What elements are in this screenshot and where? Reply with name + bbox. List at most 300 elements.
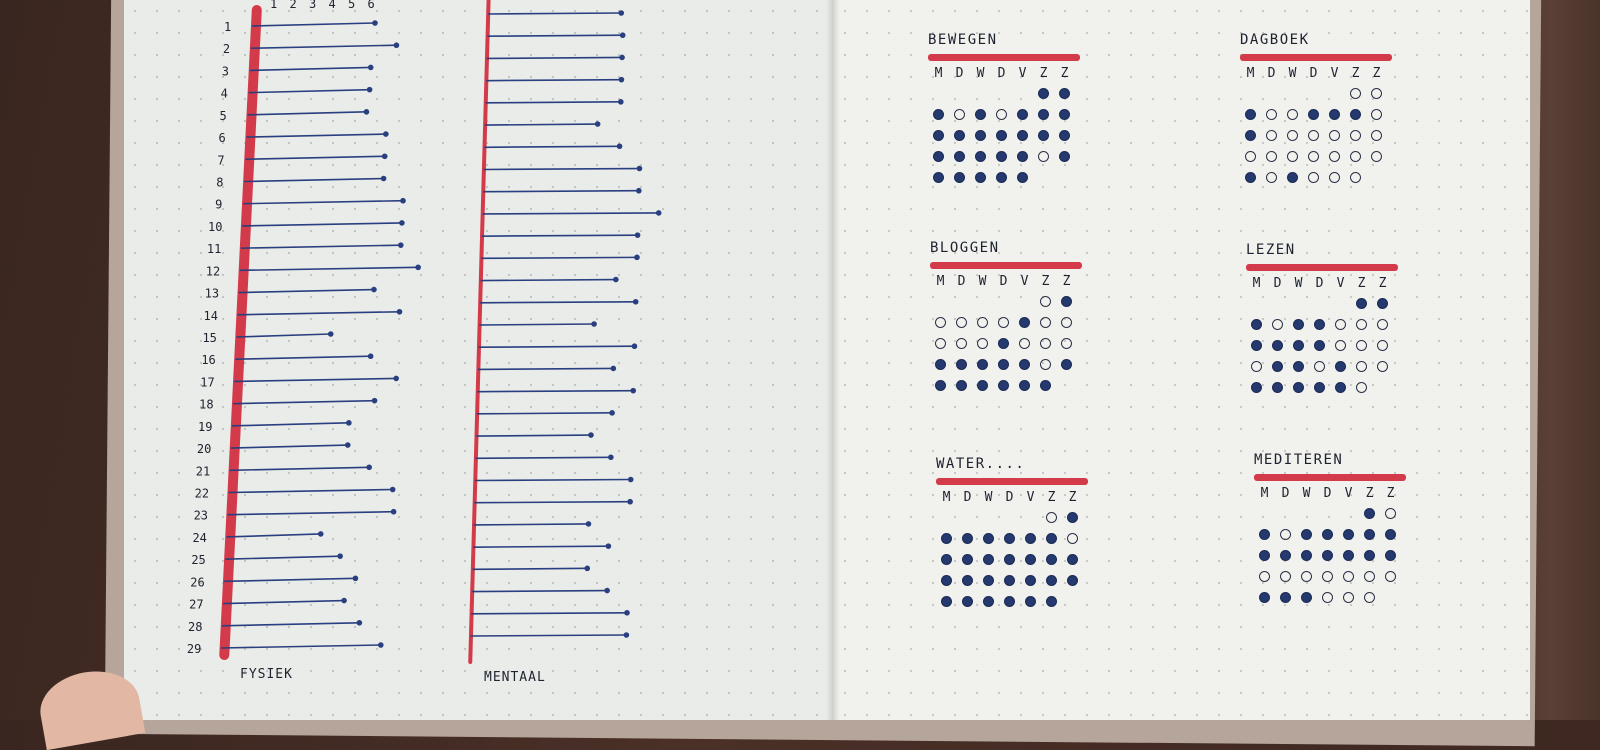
open-day-dot bbox=[1019, 338, 1030, 349]
mentaal-dot bbox=[635, 232, 641, 238]
day-number: 22 bbox=[194, 486, 210, 501]
day-number: 27 bbox=[189, 597, 204, 612]
filled-day-dot bbox=[1350, 109, 1361, 120]
day-number: 3 bbox=[221, 64, 230, 79]
weekday-label: Z bbox=[1047, 490, 1056, 505]
habit-title: MEDITEREN bbox=[1254, 452, 1344, 468]
filled-day-dot bbox=[1293, 361, 1304, 372]
filled-day-dot bbox=[933, 130, 944, 141]
day-number: 8 bbox=[216, 175, 224, 190]
fysiek-stem bbox=[233, 401, 374, 404]
open-day-dot bbox=[1061, 338, 1072, 349]
mentaal-stem bbox=[486, 80, 621, 81]
dot-grid bbox=[930, 291, 1090, 396]
filled-day-dot bbox=[1061, 359, 1072, 370]
fysiek-stem bbox=[231, 445, 348, 448]
empty-day-cell bbox=[941, 512, 952, 523]
filled-day-dot bbox=[956, 359, 967, 370]
fysiek-dot bbox=[337, 553, 343, 559]
weekday-label: D bbox=[963, 490, 972, 505]
filled-day-dot bbox=[1385, 550, 1396, 561]
mentaal-dot bbox=[586, 521, 592, 527]
mentaal-stem bbox=[487, 35, 622, 36]
fysiek-dot bbox=[318, 531, 324, 537]
fysiek-dot bbox=[372, 20, 378, 26]
empty-day-cell bbox=[956, 296, 967, 307]
open-day-dot bbox=[1329, 172, 1340, 183]
red-underline bbox=[936, 478, 1088, 485]
fysiek-dot bbox=[381, 176, 387, 182]
filled-day-dot bbox=[1059, 151, 1070, 162]
filled-day-dot bbox=[1017, 172, 1028, 183]
mentaal-stem bbox=[483, 191, 639, 192]
filled-day-dot bbox=[954, 151, 965, 162]
day-number: 17 bbox=[200, 375, 215, 390]
fysiek-stem bbox=[222, 623, 359, 626]
filled-day-dot bbox=[996, 172, 1007, 183]
filled-day-dot bbox=[1251, 382, 1262, 393]
mentaal-stem bbox=[479, 346, 635, 347]
mentaal-dot bbox=[595, 121, 601, 127]
empty-day-cell bbox=[1019, 296, 1030, 307]
filled-day-dot bbox=[1259, 592, 1270, 603]
mentaal-dot bbox=[619, 77, 625, 83]
empty-day-cell bbox=[1301, 508, 1312, 519]
fysiek-label: FYSIEK bbox=[240, 667, 293, 682]
filled-day-dot bbox=[1061, 296, 1072, 307]
filled-day-dot bbox=[1293, 382, 1304, 393]
empty-day-cell bbox=[1329, 88, 1340, 99]
filled-day-dot bbox=[977, 380, 988, 391]
fysiek-stem bbox=[224, 578, 355, 581]
mentaal-dot bbox=[637, 166, 643, 172]
mentaal-stem bbox=[480, 302, 636, 303]
filled-day-dot bbox=[983, 554, 994, 565]
filled-day-dot bbox=[1343, 550, 1354, 561]
filled-day-dot bbox=[962, 596, 973, 607]
empty-day-cell bbox=[1067, 596, 1078, 607]
fysiek-dot bbox=[394, 42, 400, 48]
habit-title: WATER.... bbox=[936, 456, 1026, 472]
mentaal-stem bbox=[477, 391, 633, 392]
fysiek-stem bbox=[236, 334, 330, 337]
day-number: 29 bbox=[186, 642, 202, 656]
open-day-dot bbox=[1371, 109, 1382, 120]
mentaal-dot bbox=[627, 499, 633, 505]
open-day-dot bbox=[1364, 571, 1375, 582]
weekday-label: D bbox=[1315, 276, 1324, 291]
filled-day-dot bbox=[1251, 319, 1262, 330]
fysiek-dot bbox=[345, 442, 351, 448]
mentaal-stem bbox=[476, 435, 591, 436]
fysiek-dot bbox=[353, 576, 359, 582]
filled-day-dot bbox=[933, 172, 944, 183]
empty-day-cell bbox=[962, 512, 973, 523]
weekday-label: V bbox=[1026, 490, 1035, 505]
weekday-label: Z bbox=[1372, 66, 1381, 81]
weekday-label: Z bbox=[1378, 276, 1387, 291]
weekday-label: V bbox=[1344, 486, 1353, 501]
red-underline bbox=[928, 54, 1080, 61]
day-number: 24 bbox=[192, 530, 207, 545]
filled-day-dot bbox=[1004, 575, 1015, 586]
weekday-label: D bbox=[1267, 66, 1276, 81]
open-day-dot bbox=[1308, 151, 1319, 162]
day-number: 6 bbox=[218, 131, 226, 146]
filled-day-dot bbox=[1046, 533, 1057, 544]
fysiek-dot bbox=[341, 598, 347, 604]
open-day-dot bbox=[1343, 592, 1354, 603]
fysiek-dot bbox=[328, 331, 334, 337]
filled-day-dot bbox=[1301, 529, 1312, 540]
day-number: 16 bbox=[201, 353, 216, 368]
dot-grid bbox=[936, 507, 1096, 612]
open-day-dot bbox=[935, 338, 946, 349]
mentaal-dot bbox=[632, 343, 638, 349]
day-number: 2 bbox=[222, 42, 231, 57]
fysiek-dot bbox=[390, 487, 396, 493]
day-number: 4 bbox=[220, 86, 228, 101]
mentaal-dot bbox=[620, 32, 626, 38]
day-number: 7 bbox=[217, 153, 225, 168]
empty-day-cell bbox=[975, 88, 986, 99]
mentaal-stem bbox=[481, 257, 637, 258]
open-day-dot bbox=[1272, 319, 1283, 330]
filled-day-dot bbox=[1019, 380, 1030, 391]
filled-day-dot bbox=[1017, 130, 1028, 141]
fysiek-stem bbox=[248, 112, 367, 115]
habit-title: DAGBOEK bbox=[1240, 32, 1310, 48]
day-number: 15 bbox=[202, 331, 217, 345]
fysiek-stem bbox=[226, 534, 320, 537]
day-number: 19 bbox=[198, 419, 213, 434]
filled-day-dot bbox=[1025, 554, 1036, 565]
mentaal-dot bbox=[584, 566, 590, 572]
fysiek-dot bbox=[368, 353, 374, 359]
habit-lezen bbox=[1246, 242, 1406, 398]
fysiek-stem bbox=[230, 467, 369, 470]
filled-day-dot bbox=[1280, 592, 1291, 603]
filled-day-dot bbox=[935, 380, 946, 391]
filled-day-dot bbox=[933, 109, 944, 120]
filled-day-dot bbox=[941, 533, 952, 544]
fysiek-dot bbox=[378, 642, 384, 648]
open-day-dot bbox=[1377, 319, 1388, 330]
open-day-dot bbox=[1329, 151, 1340, 162]
mentaal-dot bbox=[608, 454, 614, 460]
open-day-dot bbox=[1356, 361, 1367, 372]
open-day-dot bbox=[1314, 361, 1325, 372]
dot-grid bbox=[1246, 293, 1406, 398]
filled-day-dot bbox=[962, 575, 973, 586]
filled-day-dot bbox=[1272, 340, 1283, 351]
habit-water bbox=[936, 456, 1096, 612]
fysiek-stem bbox=[249, 90, 370, 93]
filled-day-dot bbox=[996, 130, 1007, 141]
open-day-dot bbox=[996, 109, 1007, 120]
filled-day-dot bbox=[954, 172, 965, 183]
filled-day-dot bbox=[975, 130, 986, 141]
filled-day-dot bbox=[998, 338, 1009, 349]
open-day-dot bbox=[1040, 317, 1051, 328]
open-day-dot bbox=[1350, 88, 1361, 99]
filled-day-dot bbox=[1335, 382, 1346, 393]
scale-number: 4 bbox=[328, 0, 336, 11]
mentaal-dot bbox=[617, 143, 623, 149]
open-day-dot bbox=[1040, 359, 1051, 370]
empty-day-cell bbox=[1017, 88, 1028, 99]
filled-day-dot bbox=[1364, 508, 1375, 519]
day-number: 11 bbox=[206, 242, 222, 257]
mentaal-dot bbox=[624, 632, 630, 638]
filled-day-dot bbox=[1343, 529, 1354, 540]
open-day-dot bbox=[1251, 361, 1262, 372]
weekday-label: D bbox=[957, 274, 966, 289]
open-day-dot bbox=[1301, 571, 1312, 582]
filled-day-dot bbox=[1059, 88, 1070, 99]
filled-day-dot bbox=[1280, 550, 1291, 561]
weekday-label: Z bbox=[1060, 66, 1069, 81]
filled-day-dot bbox=[1293, 340, 1304, 351]
fysiek-stem bbox=[242, 223, 402, 226]
filled-day-dot bbox=[977, 359, 988, 370]
filled-day-dot bbox=[1067, 554, 1078, 565]
open-day-dot bbox=[1350, 172, 1361, 183]
scale-number: 2 bbox=[289, 0, 297, 11]
open-day-dot bbox=[1308, 130, 1319, 141]
open-day-dot bbox=[1308, 172, 1319, 183]
mentaal-dot bbox=[634, 255, 640, 261]
filled-day-dot bbox=[975, 151, 986, 162]
open-day-dot bbox=[1335, 340, 1346, 351]
fysiek-stem bbox=[232, 423, 349, 426]
filled-day-dot bbox=[935, 359, 946, 370]
fysiek-dot bbox=[397, 309, 403, 315]
fysiek-dot bbox=[382, 153, 388, 159]
filled-day-dot bbox=[1322, 529, 1333, 540]
filled-day-dot bbox=[933, 151, 944, 162]
fysiek-stem bbox=[244, 179, 383, 182]
open-day-dot bbox=[1287, 151, 1298, 162]
open-day-dot bbox=[1385, 571, 1396, 582]
open-day-dot bbox=[1280, 571, 1291, 582]
weekday-label: D bbox=[955, 66, 964, 81]
mentaal-dot bbox=[591, 321, 597, 327]
mentaal-stem bbox=[472, 591, 607, 592]
weekday-label: D bbox=[1005, 490, 1014, 505]
mentaal-stem bbox=[482, 213, 658, 214]
empty-day-cell bbox=[977, 296, 988, 307]
weekday-header bbox=[1254, 486, 1414, 501]
open-day-dot bbox=[1061, 317, 1072, 328]
weekday-header bbox=[1240, 66, 1400, 81]
mentaal-stem bbox=[476, 457, 611, 458]
open-day-dot bbox=[977, 338, 988, 349]
empty-day-cell bbox=[1322, 508, 1333, 519]
empty-day-cell bbox=[1038, 172, 1049, 183]
weekday-label: V bbox=[1336, 276, 1345, 291]
fysiek-stem bbox=[238, 312, 400, 315]
empty-day-cell bbox=[1245, 88, 1256, 99]
filled-day-dot bbox=[1046, 596, 1057, 607]
open-day-dot bbox=[1266, 151, 1277, 162]
fysiek-dot bbox=[399, 220, 405, 226]
dot-grid bbox=[1254, 503, 1414, 608]
filled-day-dot bbox=[998, 380, 1009, 391]
filled-day-dot bbox=[1004, 596, 1015, 607]
empty-day-cell bbox=[983, 512, 994, 523]
open-day-dot bbox=[1046, 512, 1057, 523]
habit-bewegen bbox=[928, 32, 1088, 188]
mentaal-stem bbox=[474, 524, 589, 525]
fysiek-dot bbox=[415, 265, 421, 271]
filled-day-dot bbox=[1287, 172, 1298, 183]
filled-day-dot bbox=[962, 533, 973, 544]
mentaal-dot bbox=[633, 299, 639, 305]
weekday-label: V bbox=[1020, 274, 1029, 289]
weekday-label: D bbox=[1281, 486, 1290, 501]
empty-day-cell bbox=[1251, 298, 1262, 309]
fysiek-stem bbox=[234, 378, 396, 381]
weekday-header bbox=[1246, 276, 1406, 291]
open-day-dot bbox=[1245, 151, 1256, 162]
filled-day-dot bbox=[1272, 361, 1283, 372]
weekday-label: D bbox=[999, 274, 1008, 289]
fysiek-stem bbox=[246, 134, 385, 137]
open-day-dot bbox=[1356, 382, 1367, 393]
weekday-label: M bbox=[1260, 486, 1269, 501]
empty-day-cell bbox=[1004, 512, 1015, 523]
filled-day-dot bbox=[983, 575, 994, 586]
filled-day-dot bbox=[998, 359, 1009, 370]
fysiek-stem bbox=[235, 356, 370, 359]
fysiek-stem bbox=[243, 201, 403, 204]
open-day-dot bbox=[1287, 130, 1298, 141]
mentaal-dot bbox=[609, 410, 615, 416]
open-day-dot bbox=[1322, 571, 1333, 582]
mentaal-stem bbox=[484, 169, 640, 170]
weekday-label: Z bbox=[1041, 274, 1050, 289]
filled-day-dot bbox=[1046, 554, 1057, 565]
open-day-dot bbox=[1038, 151, 1049, 162]
mentaal-dot bbox=[624, 610, 630, 616]
filled-day-dot bbox=[1046, 575, 1057, 586]
filled-day-dot bbox=[1025, 596, 1036, 607]
filled-day-dot bbox=[1314, 319, 1325, 330]
weekday-label: V bbox=[1018, 66, 1027, 81]
mentaal-stem bbox=[482, 235, 638, 236]
empty-day-cell bbox=[1293, 298, 1304, 309]
open-day-dot bbox=[1266, 172, 1277, 183]
fysiek-stem bbox=[221, 645, 381, 648]
empty-day-cell bbox=[996, 88, 1007, 99]
day-number: 10 bbox=[208, 219, 223, 234]
empty-day-cell bbox=[998, 296, 1009, 307]
red-underline bbox=[930, 262, 1082, 269]
weekday-label: M bbox=[936, 274, 945, 289]
filled-day-dot bbox=[1019, 359, 1030, 370]
fysiek-dot bbox=[364, 109, 370, 115]
open-day-dot bbox=[1356, 319, 1367, 330]
fysiek-stem bbox=[245, 156, 384, 159]
weekday-label: V bbox=[1330, 66, 1339, 81]
dot-grid bbox=[1240, 83, 1400, 188]
mentaal-dot bbox=[618, 10, 624, 16]
fysiek-stem bbox=[252, 23, 375, 26]
weekday-label: Z bbox=[1365, 486, 1374, 501]
open-day-dot bbox=[1371, 130, 1382, 141]
fysiek-dot bbox=[400, 198, 406, 204]
habit-mediteren bbox=[1254, 452, 1414, 608]
open-day-dot bbox=[1350, 151, 1361, 162]
day-number: 14 bbox=[203, 308, 219, 323]
filled-day-dot bbox=[1038, 109, 1049, 120]
empty-day-cell bbox=[1061, 380, 1072, 391]
empty-day-cell bbox=[1314, 298, 1325, 309]
open-day-dot bbox=[1040, 338, 1051, 349]
filled-day-dot bbox=[1038, 88, 1049, 99]
mentaal-dot bbox=[628, 477, 634, 483]
open-day-dot bbox=[956, 338, 967, 349]
filled-day-dot bbox=[954, 130, 965, 141]
mentaal-dot bbox=[630, 388, 636, 394]
filled-day-dot bbox=[1059, 109, 1070, 120]
weekday-label: Z bbox=[1039, 66, 1048, 81]
day-number: 23 bbox=[193, 508, 209, 523]
mentaal-stem bbox=[485, 124, 598, 125]
open-day-dot bbox=[1280, 529, 1291, 540]
mentaal-stem bbox=[487, 57, 622, 58]
empty-day-cell bbox=[1266, 88, 1277, 99]
weekday-label: Z bbox=[1351, 66, 1360, 81]
open-day-dot bbox=[954, 109, 965, 120]
open-day-dot bbox=[1377, 361, 1388, 372]
filled-day-dot bbox=[1245, 109, 1256, 120]
mentaal-label: MENTAAL bbox=[484, 670, 546, 685]
filled-day-dot bbox=[1301, 592, 1312, 603]
weekday-label: W bbox=[978, 274, 987, 289]
empty-day-cell bbox=[1287, 88, 1298, 99]
habit-dagboek bbox=[1240, 32, 1400, 188]
empty-day-cell bbox=[1377, 382, 1388, 393]
weekday-label: D bbox=[997, 66, 1006, 81]
mentaal-stem bbox=[478, 368, 613, 369]
mentaal-dot bbox=[606, 543, 612, 549]
empty-day-cell bbox=[1025, 512, 1036, 523]
scale-number: 3 bbox=[309, 0, 317, 11]
red-underline bbox=[1254, 474, 1406, 481]
filled-day-dot bbox=[1293, 319, 1304, 330]
empty-day-cell bbox=[1272, 298, 1283, 309]
weekday-label: W bbox=[1288, 66, 1297, 81]
habit-title: LEZEN bbox=[1246, 242, 1296, 258]
weekday-label: M bbox=[934, 66, 943, 81]
fysiek-dot bbox=[372, 398, 378, 404]
open-day-dot bbox=[956, 317, 967, 328]
fysiek-dot bbox=[368, 65, 374, 71]
filled-day-dot bbox=[1377, 298, 1388, 309]
empty-day-cell bbox=[1371, 172, 1382, 183]
weekday-label: Z bbox=[1357, 276, 1366, 291]
empty-day-cell bbox=[1308, 88, 1319, 99]
day-number: 28 bbox=[188, 619, 203, 634]
filled-day-dot bbox=[941, 575, 952, 586]
fysiek-dot bbox=[383, 131, 389, 137]
weekday-label: W bbox=[1294, 276, 1303, 291]
open-day-dot bbox=[977, 317, 988, 328]
weekday-label: D bbox=[1323, 486, 1332, 501]
open-day-dot bbox=[1377, 340, 1388, 351]
